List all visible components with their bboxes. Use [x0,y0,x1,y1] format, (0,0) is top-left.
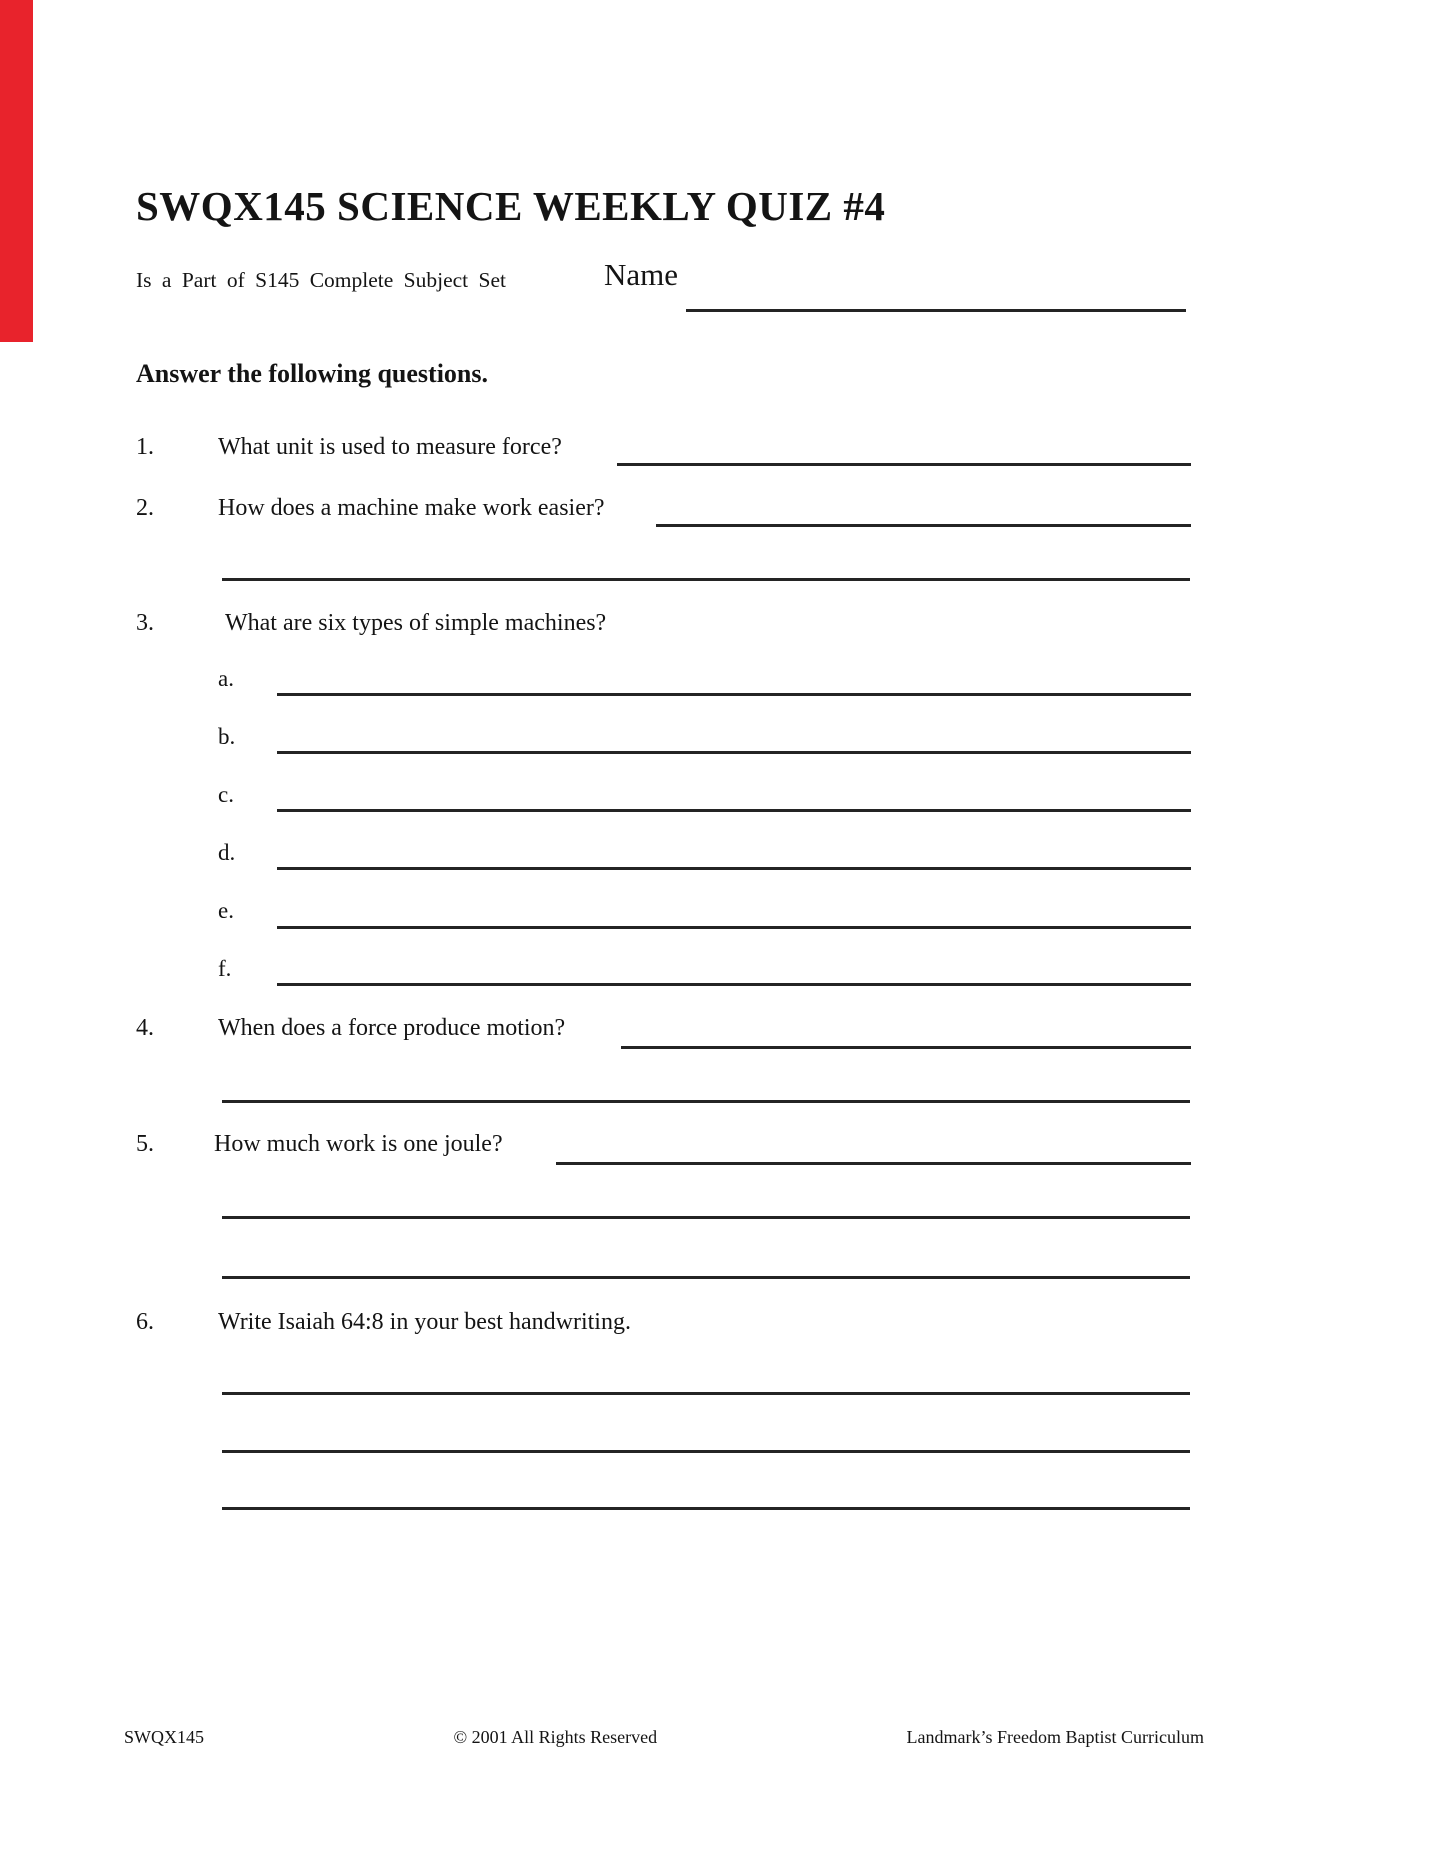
question-3-item-e-label: e. [218,898,234,923]
question-3-item-d-line [277,867,1191,870]
question-5-answer-line-3 [222,1276,1190,1279]
footer-document-code: SWQX145 [124,1727,204,1747]
question-6-number: 6. [136,1309,154,1335]
question-6-answer-line-2 [222,1450,1190,1453]
question-4-answer-line [621,1046,1191,1049]
question-3-item-d-label: d. [218,840,236,865]
question-2-text: How does a machine make work easier? [218,495,605,521]
question-3-item-f-line [277,983,1191,986]
subtitle: Is a Part of S145 Complete Subject Set [136,268,507,292]
question-3-text: What are six types of simple machines? [225,610,607,636]
question-1-answer-line [617,463,1191,466]
question-4-answer-line-2 [222,1100,1190,1103]
question-4-text: When does a force produce motion? [218,1015,566,1041]
red-margin-bar [0,0,33,342]
question-1-number: 1. [136,434,154,460]
question-3-item-c-label: c. [218,782,234,807]
question-6-text: Write Isaiah 64:8 in your best handwriting. [218,1309,631,1335]
question-6-answer-line-3 [222,1507,1190,1510]
question-5-answer-line-2 [222,1216,1190,1219]
page-title: SWQX145 SCIENCE WEEKLY QUIZ #4 [136,183,886,229]
question-5-number: 5. [136,1131,154,1157]
instruction-heading: Answer the following questions. [136,359,489,388]
question-3-number: 3. [136,610,154,636]
question-5-text: How much work is one joule? [214,1131,503,1157]
question-2-answer-line-2 [222,578,1190,581]
question-3-item-b-label: b. [218,724,236,749]
question-2-number: 2. [136,495,154,521]
question-3-item-a-label: a. [218,666,234,691]
question-3-item-e-line [277,926,1191,929]
name-line [686,309,1186,312]
footer-copyright: © 2001 All Rights Reserved [453,1727,658,1747]
question-5-answer-line [556,1162,1191,1165]
page-footer [124,1727,1204,1748]
question-2-answer-line [656,524,1191,527]
question-3-item-a-line [277,693,1191,696]
question-3-item-c-line [277,809,1191,812]
question-4-number: 4. [136,1015,154,1041]
question-3-item-f-label: f. [218,956,232,981]
footer-publisher: Landmark’s Freedom Baptist Curriculum [906,1727,1204,1747]
question-3-item-b-line [277,751,1191,754]
question-6-answer-line [222,1392,1190,1395]
question-1-text: What unit is used to measure force? [218,434,562,460]
name-label: Name [604,257,679,292]
